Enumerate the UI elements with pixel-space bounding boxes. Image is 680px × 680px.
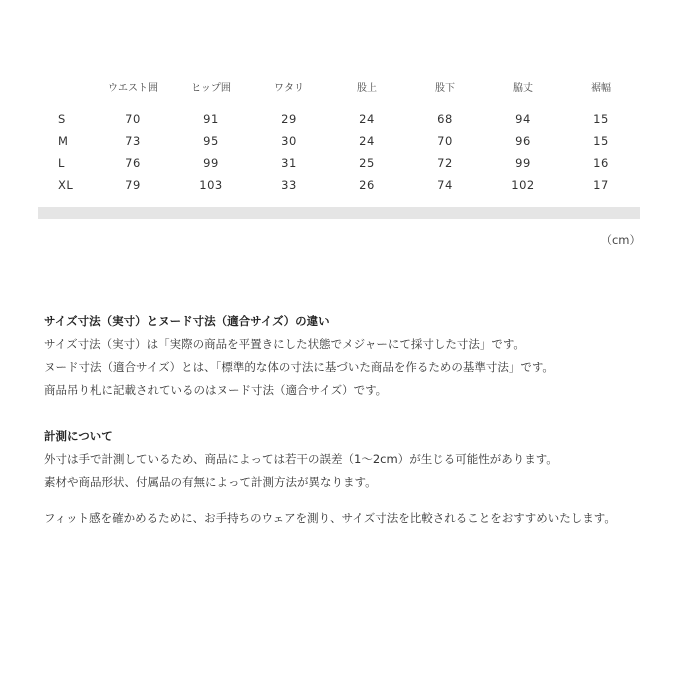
table-cell: 16 [593, 156, 609, 170]
header-outseam: 脇丈 [513, 82, 533, 94]
table-cell: 94 [515, 112, 531, 126]
size-table-header [38, 74, 640, 108]
note-line: 外寸は手で計測しているため、商品によっては若干の誤差（1～2cm）が生じる可能性があります。 [44, 452, 558, 466]
size-label: L [58, 156, 65, 170]
table-cell: 73 [125, 134, 141, 148]
table-cell: 72 [437, 156, 453, 170]
table-cell: 29 [281, 112, 297, 126]
table-cell: 91 [203, 112, 219, 126]
spacer [44, 494, 644, 508]
table-cell: 25 [359, 156, 375, 170]
header-hem-width: 裾幅 [591, 82, 611, 94]
size-label: S [58, 112, 66, 126]
table-row [38, 152, 640, 174]
table-cell: 30 [281, 134, 297, 148]
table-cell: 17 [593, 178, 609, 192]
table-cell: 24 [359, 134, 375, 148]
note-line: 素材や商品形状、付属品の有無によって計測方法が異なります。 [44, 475, 377, 489]
size-table [38, 74, 640, 196]
header-rise: 股上 [357, 82, 377, 94]
table-cell: 31 [281, 156, 297, 170]
header-hip: ヒップ囲 [191, 82, 231, 94]
table-cell: 74 [437, 178, 453, 192]
table-cell: 24 [359, 112, 375, 126]
table-cell: 70 [125, 112, 141, 126]
table-cell: 102 [511, 178, 535, 192]
fit-note: フィット感を確かめるために、お手持ちのウェアを測り、サイズ寸法を比較されることをおすすめいたします。 [44, 511, 616, 525]
table-cell: 76 [125, 156, 141, 170]
table-cell: 95 [203, 134, 219, 148]
header-thigh: ワタリ [274, 82, 304, 94]
size-label: XL [58, 178, 74, 192]
section-heading-measurement: 計測について [44, 429, 113, 443]
table-row [38, 130, 640, 152]
table-cell: 79 [125, 178, 141, 192]
table-cell: 96 [515, 134, 531, 148]
table-cell: 26 [359, 178, 375, 192]
header-waist: ウエスト囲 [108, 82, 158, 94]
table-row [38, 108, 640, 130]
table-cell: 70 [437, 134, 453, 148]
size-label: M [58, 134, 69, 148]
table-cell: 33 [281, 178, 297, 192]
note-line: サイズ寸法（実寸）は「実際の商品を平置きにした状態でメジャーにて採寸した寸法」です。 [44, 337, 525, 351]
header-inseam: 股下 [435, 82, 455, 94]
spacer [44, 402, 644, 425]
table-cell: 103 [199, 178, 223, 192]
table-cell: 68 [437, 112, 453, 126]
unit-label: （cm） [600, 233, 641, 247]
note-line: 商品吊り札に記載されているのはヌード寸法（適合サイズ）です。 [44, 383, 388, 397]
size-notes [44, 310, 644, 529]
note-line: ヌード寸法（適合サイズ）とは、「標準的な体の寸法に基づいた商品を作るための基準寸法」です。 [44, 360, 554, 374]
table-cell: 99 [515, 156, 531, 170]
table-cell: 15 [593, 134, 609, 148]
table-divider-bar [38, 207, 640, 219]
section-heading-size-difference: サイズ寸法（実寸）とヌード寸法（適合サイズ）の違い [44, 314, 330, 328]
header-corner [38, 74, 94, 98]
table-cell: 99 [203, 156, 219, 170]
table-row [38, 174, 640, 196]
table-cell: 15 [593, 112, 609, 126]
